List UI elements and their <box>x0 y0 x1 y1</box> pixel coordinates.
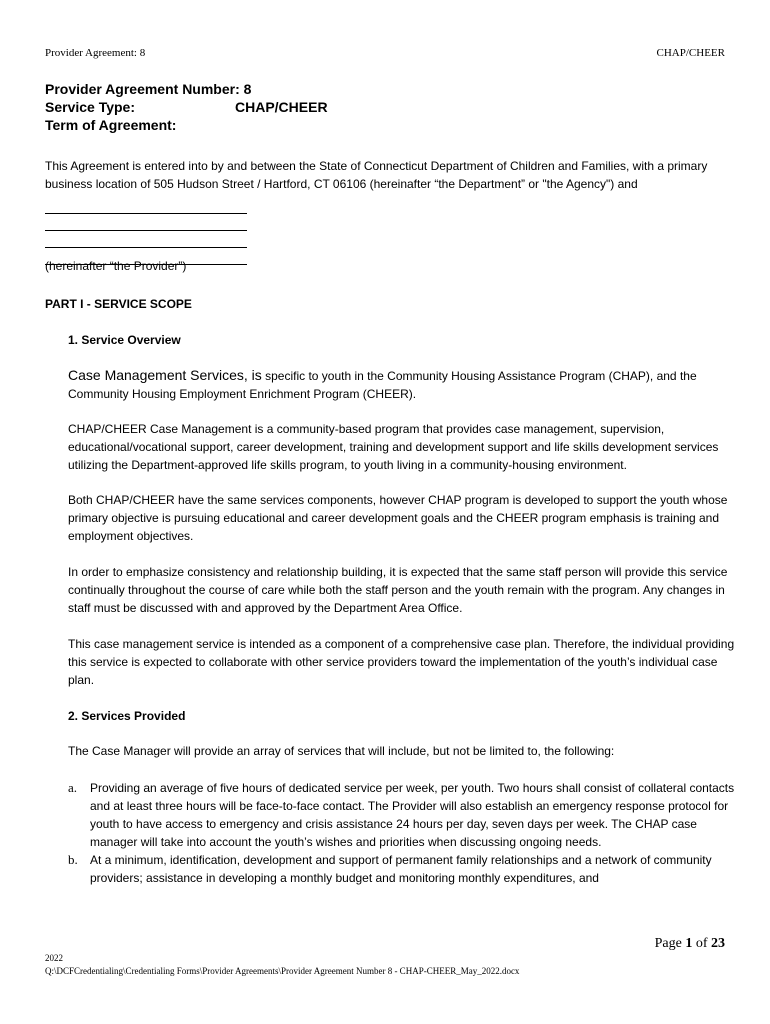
list-item <box>68 779 735 851</box>
section1-paragraph-1 <box>68 366 735 403</box>
list-marker: a. <box>68 780 78 795</box>
footer-year: 2022 <box>45 953 63 963</box>
intro-paragraph: This Agreement is entered into by and between the State of Connecticut Department of Children and Families, with a primary business location of 505 Hudson Street / Hartford, CT 06106 (hereinafter “the Department” or "the Agency") and <box>45 159 708 191</box>
provider-blank-lines <box>45 197 247 265</box>
agreement-number-row <box>45 80 328 98</box>
page-prefix: Page <box>654 936 686 951</box>
title-block <box>45 80 328 134</box>
agreement-number-label: Provider Agreement Number: <box>45 81 240 97</box>
section1-paragraph-5: This case management service is intended as a component of a comprehensive case plan. Therefore, the individual providing this service is expected to collaborate with other service providers toward the implementation of the youth’s individual case plan. <box>68 637 735 687</box>
page-total: 23 <box>711 936 725 951</box>
footer <box>45 952 519 978</box>
term-label: Term of Agreement: <box>45 117 177 133</box>
footer-file-path: Q:\DCFCredentialing\Credentialing Forms\Provider Agreements\Provider Agreement Number 8 - CHAP-CHEER_May_2022.docx <box>45 966 520 976</box>
blank-line <box>45 197 247 214</box>
provider-note: (hereinafter “the Provider”) <box>45 259 187 273</box>
section2-heading: 2. Services Provided <box>68 709 186 723</box>
header-left: Provider Agreement: 8 <box>45 47 146 59</box>
services-list <box>68 779 735 887</box>
blank-line <box>45 214 247 231</box>
list-item-text: At a minimum, identification, development and support of permanent family relationships and a network of community providers; assistance in developing a monthly budget and monitoring monthly expenditures, and <box>90 853 712 885</box>
service-type-row <box>45 98 328 116</box>
header-right: CHAP/CHEER <box>656 47 725 59</box>
page-of: of <box>692 936 711 951</box>
section1-heading: 1. Service Overview <box>68 333 181 347</box>
list-item <box>68 851 735 887</box>
section1-paragraph-3: Both CHAP/CHEER have the same services components, however CHAP program is developed to support the youth whose primary objective is pursuing educational and career development goals and the CHEER program emphasis is training and employment objectives. <box>68 493 728 543</box>
term-row <box>45 116 328 134</box>
agreement-number-value: 8 <box>243 81 252 97</box>
page-number <box>655 936 725 952</box>
page-current: 1 <box>685 936 693 951</box>
section1-paragraph-4: In order to emphasize consistency and relationship building, it is expected that the same staff person will provide this service continually throughout the course of care while both the staff person and the youth remain with the program. Any changes in staff must be discussed with and approved by the Department Area Office. <box>68 565 728 615</box>
list-marker: b. <box>68 852 78 867</box>
service-type-label: Service Type: <box>45 99 136 115</box>
service-type-value: CHAP/CHEER <box>235 99 328 115</box>
section2-intro: The Case Manager will provide an array of services that will include, but not be limited to, the following: <box>68 744 615 758</box>
section1-paragraph-2: CHAP/CHEER Case Management is a community-based program that provides case management, supervision, educational/vocational support, career development, training and development support and life skills development services utilizing the Department-approved life skills program, to youth living in a community-housing environment. <box>68 422 719 472</box>
case-management-lead: Case Management Services, is <box>68 367 262 383</box>
section1-paragraph-1-text: specific to youth in the Community Housing Assistance Program (CHAP), and the Community Housing Employment Enrichment Program (CHEER). <box>68 369 697 401</box>
part1-heading: PART I - SERVICE SCOPE <box>45 297 192 311</box>
blank-line <box>45 231 247 248</box>
list-item-text: Providing an average of five hours of dedicated service per week, per youth. Two hours shall consist of collateral contacts and at least three hours will be face-to-face contact. The Provider will also establish an emergency response protocol for youth to have access to emergency and crisis assistance 24 hours per day, seven days per week. The CHAP case manager will take into account the youth’s wishes and priorities when discussing ongoing needs. <box>90 781 735 849</box>
